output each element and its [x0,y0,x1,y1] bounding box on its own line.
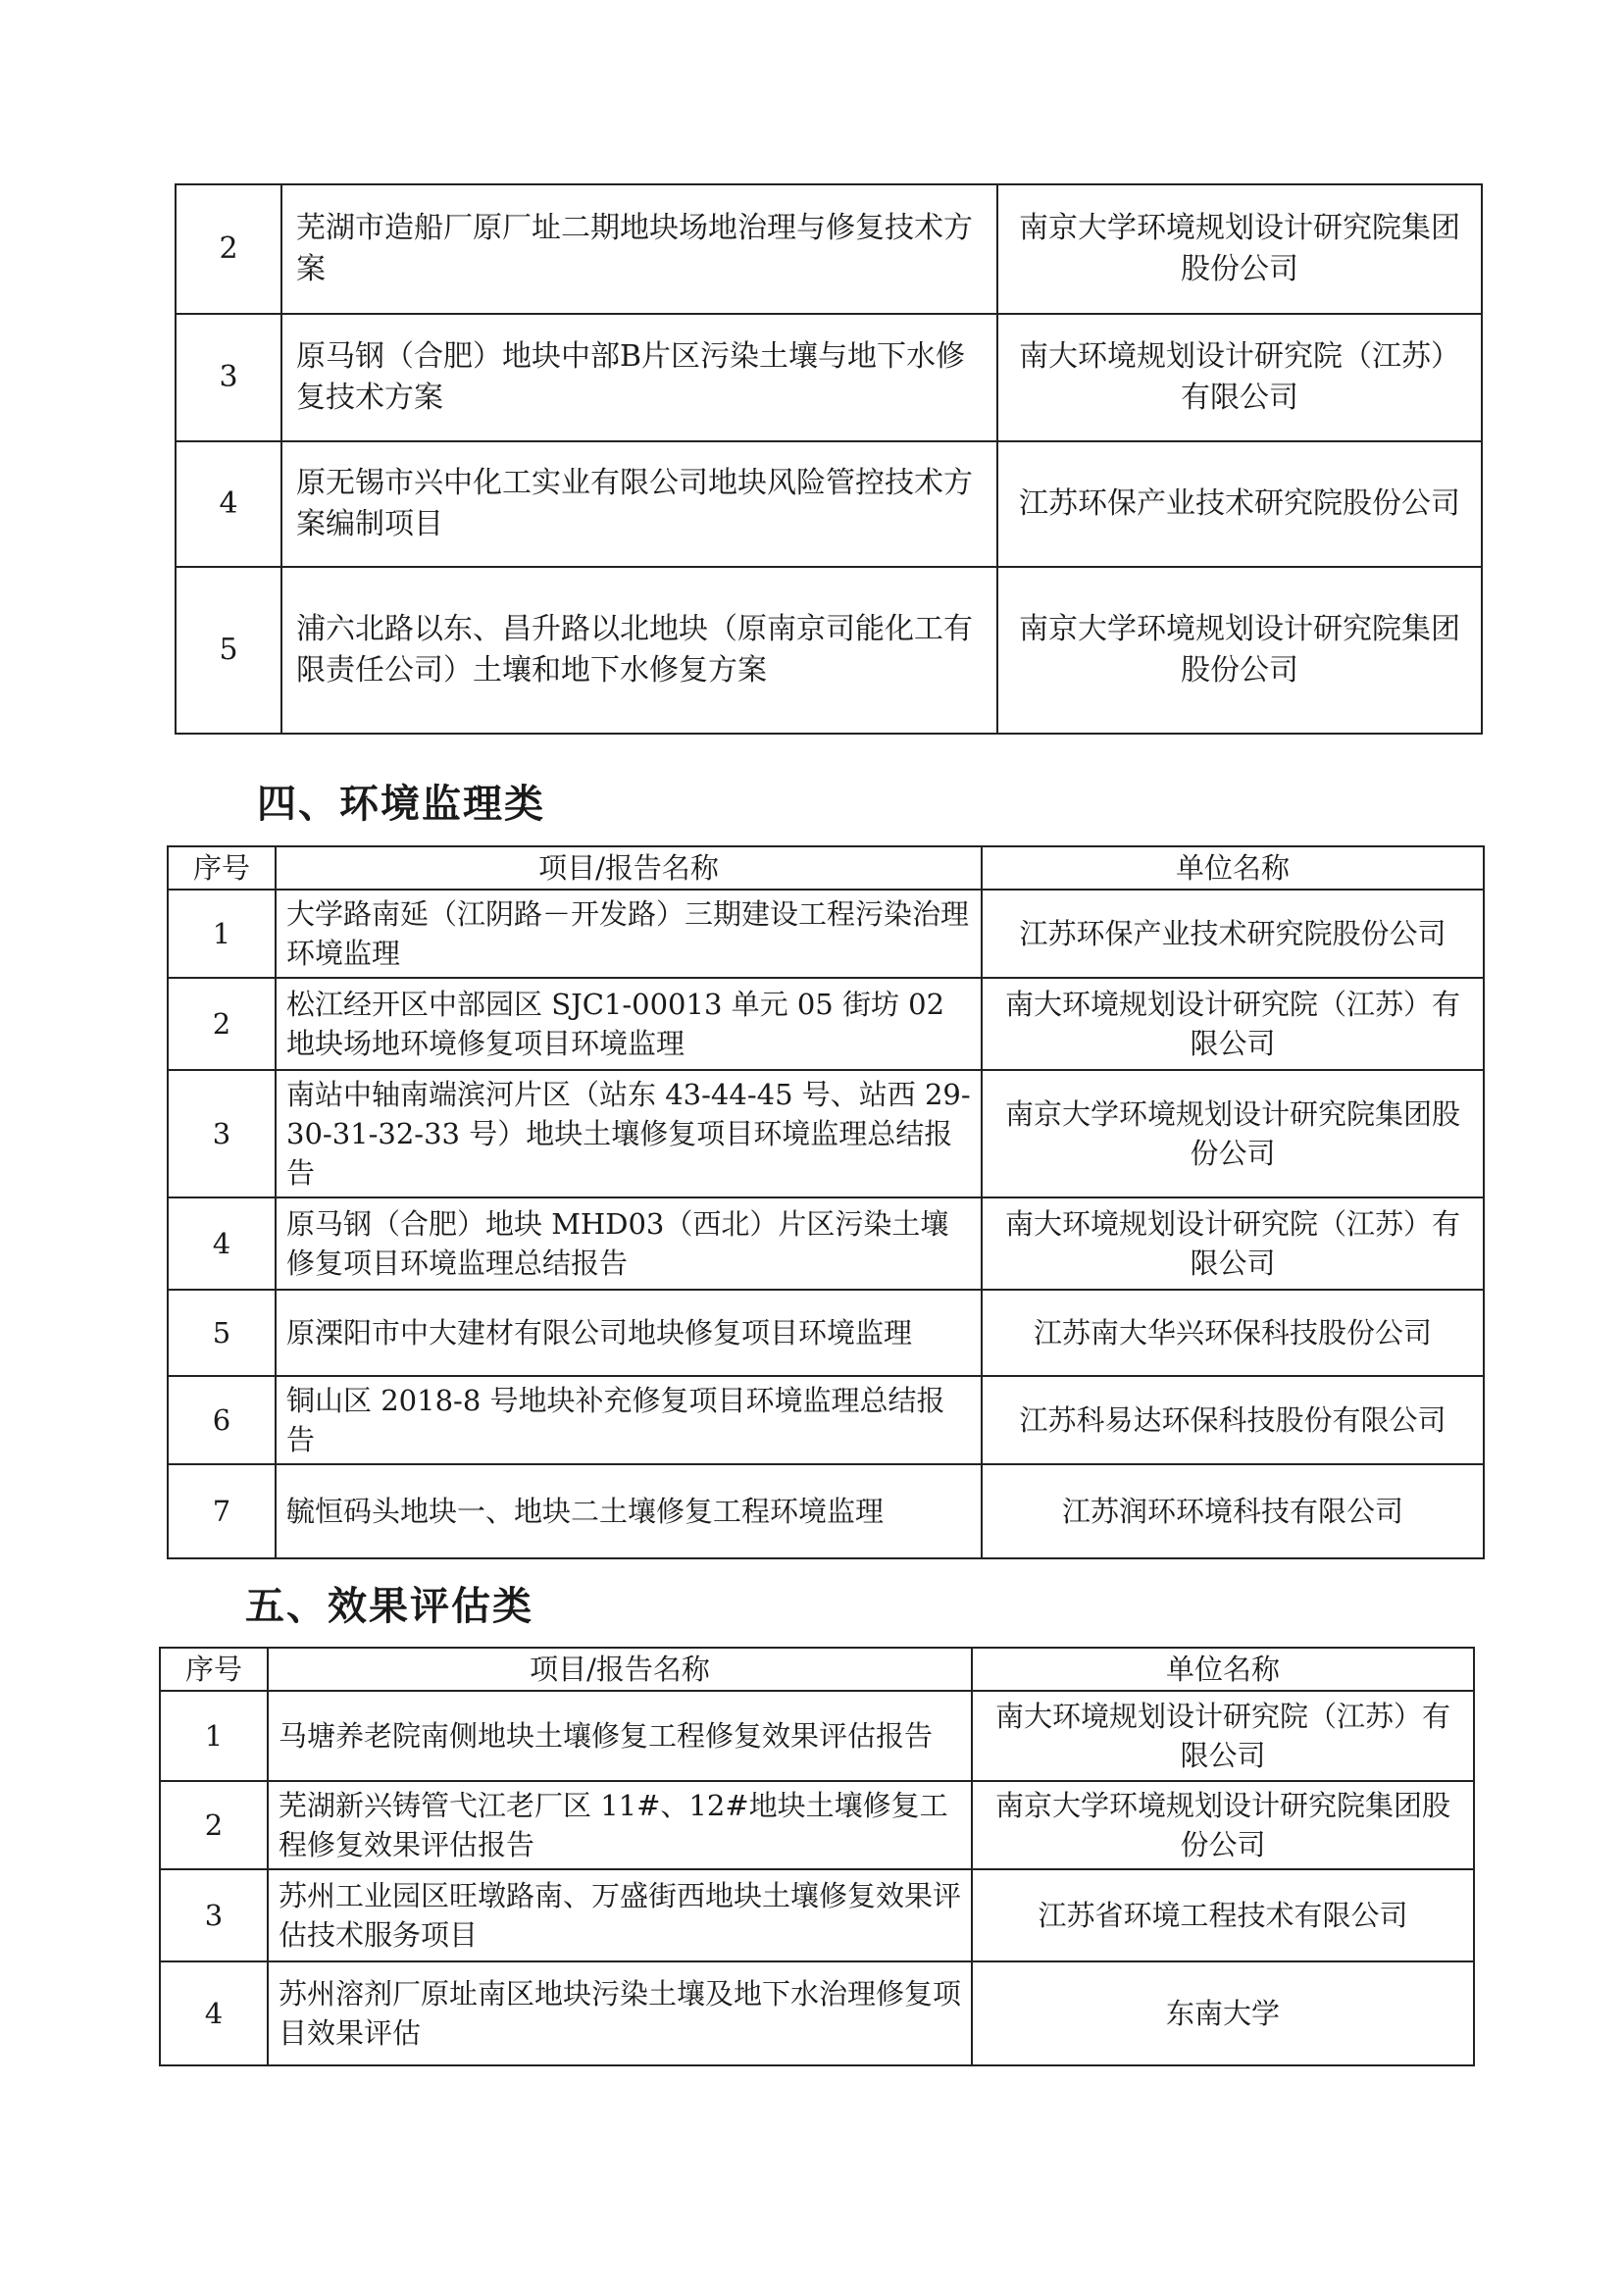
column-header-number: 序号 [168,846,276,890]
row-number: 3 [160,1869,268,1961]
column-header-project: 项目/报告名称 [268,1648,972,1691]
continued-project-table [175,183,1483,735]
table-row [176,567,1482,734]
organization-name: 江苏科易达环保科技股份有限公司 [982,1376,1484,1464]
organization-name: 南大环境规划设计研究院（江苏）有限公司 [982,1197,1484,1290]
table-row [176,441,1482,567]
organization-name: 南京大学环境规划设计研究院集团股份公司 [982,1070,1484,1197]
table-row [168,1376,1484,1464]
row-number: 4 [168,1197,276,1290]
table-row [168,1464,1484,1558]
table-header-row [168,846,1484,890]
project-name: 芜湖市造船厂原厂址二期地块场地治理与修复技术方案 [281,184,997,314]
organization-name: 江苏环保产业技术研究院股份公司 [982,890,1484,978]
table-row [160,1691,1474,1781]
project-name: 原溧阳市中大建材有限公司地块修复项目环境监理 [276,1290,982,1376]
row-number: 2 [176,184,281,314]
column-header-project: 项目/报告名称 [276,846,982,890]
project-name: 芜湖新兴铸管弋江老厂区 11#、12#地块土壤修复工程修复效果评估报告 [268,1781,972,1869]
row-number: 5 [176,567,281,734]
table-row [168,1070,1484,1197]
project-name: 大学路南延（江阴路－开发路）三期建设工程污染治理环境监理 [276,890,982,978]
project-name: 松江经开区中部园区 SJC1-00013 单元 05 街坊 02 地块场地环境修复项目环境监理 [276,978,982,1070]
supervision-table [167,845,1485,1559]
row-number: 3 [168,1070,276,1197]
column-header-organization: 单位名称 [982,846,1484,890]
organization-name: 江苏省环境工程技术有限公司 [972,1869,1474,1961]
column-header-number: 序号 [160,1648,268,1691]
row-number: 1 [168,890,276,978]
organization-name: 南大环境规划设计研究院（江苏）有限公司 [972,1691,1474,1781]
row-number: 3 [176,314,281,441]
project-name: 铜山区 2018-8 号地块补充修复项目环境监理总结报告 [276,1376,982,1464]
table-row [168,890,1484,978]
row-number: 4 [160,1961,268,2065]
section-title-evaluation: 五、效果评估类 [245,1584,533,1629]
project-name: 马塘养老院南侧地块土壤修复工程修复效果评估报告 [268,1691,972,1781]
table-row [160,1961,1474,2065]
organization-name: 东南大学 [972,1961,1474,2065]
table-row [160,1781,1474,1869]
row-number: 5 [168,1290,276,1376]
table-row [160,1869,1474,1961]
table-row [176,184,1482,314]
project-name: 原马钢（合肥）地块中部B片区污染土壤与地下水修复技术方案 [281,314,997,441]
organization-name: 江苏南大华兴环保科技股份公司 [982,1290,1484,1376]
table-row [168,1197,1484,1290]
organization-name: 南大环境规划设计研究院（江苏）有限公司 [997,314,1482,441]
table-row [176,314,1482,441]
organization-name: 江苏润环环境科技有限公司 [982,1464,1484,1558]
table-row [168,978,1484,1070]
project-name: 南站中轴南端滨河片区（站东 43-44-45 号、站西 29-30-31-32-33 号）地块土壤修复项目环境监理总结报告 [276,1070,982,1197]
table-header-row [160,1648,1474,1691]
organization-name: 南京大学环境规划设计研究院集团股份公司 [997,567,1482,734]
project-name: 苏州工业园区旺墩路南、万盛街西地块土壤修复效果评估技术服务项目 [268,1869,972,1961]
row-number: 1 [160,1691,268,1781]
project-name: 毓恒码头地块一、地块二土壤修复工程环境监理 [276,1464,982,1558]
row-number: 4 [176,441,281,567]
section-title-supervision: 四、环境监理类 [257,782,545,827]
project-name: 浦六北路以东、昌升路以北地块（原南京司能化工有限责任公司）土壤和地下水修复方案 [281,567,997,734]
organization-name: 南京大学环境规划设计研究院集团股份公司 [997,184,1482,314]
column-header-organization: 单位名称 [972,1648,1474,1691]
row-number: 7 [168,1464,276,1558]
organization-name: 南大环境规划设计研究院（江苏）有限公司 [982,978,1484,1070]
row-number: 2 [160,1781,268,1869]
evaluation-table [159,1647,1475,2066]
organization-name: 南京大学环境规划设计研究院集团股份公司 [972,1781,1474,1869]
project-name: 原无锡市兴中化工实业有限公司地块风险管控技术方案编制项目 [281,441,997,567]
organization-name: 江苏环保产业技术研究院股份公司 [997,441,1482,567]
row-number: 6 [168,1376,276,1464]
table-row [168,1290,1484,1376]
project-name: 原马钢（合肥）地块 MHD03（西北）片区污染土壤修复项目环境监理总结报告 [276,1197,982,1290]
project-name: 苏州溶剂厂原址南区地块污染土壤及地下水治理修复项目效果评估 [268,1961,972,2065]
row-number: 2 [168,978,276,1070]
